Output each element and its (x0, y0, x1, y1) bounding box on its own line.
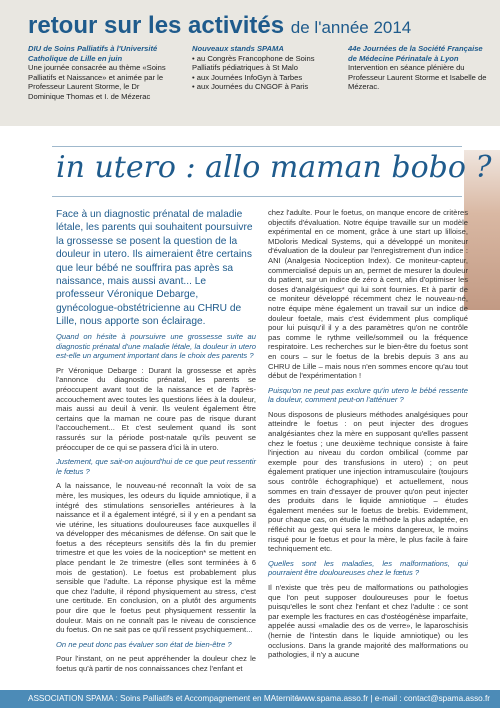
question: Justement, que sait-on aujourd'hui de ce que peut ressentir le fœtus ? (56, 457, 256, 476)
paragraph: Pr Véronique Debarge : Durant la grossesse et après l'annonce du diagnostic prénatal, les parents se préoccupent avant tout de la naissance et de l'après-accouchement avec toutes les questions liées à la douleur, mais aussi au deuil à venir. Ils veulent également être certains que la maman ne coure pas de risque durant l'accouchement... Et c'est seulement quand ils sont rassurés sur la période post-natale qu'ils peuvent se préoccuper de ce qui se passera d'ici là in utero. (56, 365, 256, 452)
paragraph: A la naissance, le nouveau-né reconnaît la voix de sa mère, les musiques, les odeurs du liquide amniotique, il a intégré des stimulations sensorielles antérieures à la naissance et il a également intégré, si il y en a pendant sa vie utérine, les situations douloureuses face auxquelles il va développer des mécanismes de défense. On sait que le foetus a des récepteurs sensitifs dès la fin du premier trimestre et que les voies de la nociception* se mettent en place pendant le 2e trimestre (elles sont terminées à 6 mois de gestation). Le foetus est probablement plus sensible que l'adulte. La réponse physique est la même que chez l'adulte, il répond physiquement au stress, c'est une certitude. En conclusion, on a plutôt des arguments pour dire que le foetus peut physiquement ressentir la douleur. Mais on ne connaît pas le niveau de conscience du foetus. On ne sait pas ce qu'il ressent psychiquement... (56, 481, 256, 635)
activity-sfmp (348, 44, 488, 92)
list-item: • aux Journées du CNGOF à Paris (192, 82, 332, 92)
paragraph: Nous disposons de plusieurs méthodes analgésiques pour atteindre le foetus : on peut injecter des drogues analgésiantes chez la mère en supposant qu'elles passent chez le foetus ; une deuxième technique consiste à faire l'injection au niveau du cordon ombilical (comme par exemple pour des transfusions in utero) ; on peut également pratiquer une injection intramusculaire (toujours sous contrôle échographique) et actuellement, nous sommes en train d'essayer de prouver qu'on peut injecter des produits dans le liquide amniotique – études également menées sur le foetus de brebis. Evidemment, pour chaque cas, on étudie la méthode la plus adaptée, en réfléchit au geste qui sera le moins dangereux, le moins risqué pour le foetus et pour la mère, le plus facile à faire techniquement etc. (268, 409, 468, 554)
article-left-column (56, 332, 256, 674)
footer-contact[interactable]: www.spama.asso.fr | e-mail : contact@spama.asso.fr (297, 694, 490, 703)
list-item: • aux Journées InfoGyn à Tarbes (192, 73, 332, 83)
footer-bar (0, 690, 500, 708)
question: Puisqu'on ne peut pas exclure qu'in utero le bébé ressente la douleur, comment peut-on l'atténuer ? (268, 385, 468, 405)
col1-text: Une journée consacrée au thème «Soins Palliatifs et Naissance» et animée par le Professeur Laurent Storme, le Dr Dominique Thomas et I. de Mézerac (28, 63, 166, 101)
footer-association: ASSOCIATION SPAMA : Soins Palliatifs et Accompagnement en MAternité (28, 694, 299, 703)
section-title (28, 12, 411, 40)
col1-title: DIU de Soins Palliatifs à l'Université Catholique de Lille en juin (28, 44, 158, 63)
article-lead: Face à un diagnostic prénatal de maladie létale, les parents qui souhaitent poursuivre la grossesse se posent la question de la douleur in utero. Ils aimeraient être certains que leur bébé ne souffrira pas après sa naissance, mais aussi avant... Le professeur Véronique Debarge, gynécologue-obstétricienne au CHRU de Lille, nous apporte son éclairage. (56, 209, 253, 328)
col2-title: Nouveaux stands SPAMA (192, 44, 284, 53)
divider (52, 196, 462, 197)
article-right-column (268, 208, 468, 660)
col3-text: Intervention en séance plénière du Professeur Laurent Storme et Isabelle de Mézerac. (348, 63, 487, 92)
activity-diu (28, 44, 173, 102)
question: Quand on hésite à poursuivre une grossesse suite au diagnostic prénatal d'une maladie létale, la douleur in utero est-elle un argument important dans le choix des parents ? (56, 332, 256, 361)
stands-list (192, 54, 332, 92)
paragraph: chez l'adulte. Pour le foetus, on manque encore de critères objectifs d'évaluation. Notre équipe travaille sur un modèle expérimental en ce moment, grâce à une start up lilloise, MDoloris Medical Systems, qui a développé un moniteur d'évaluation de la douleur par l'enregistrement d'un indice : ANI (Analgesia Nociception Index). Ce moniteur-capteur, commercialisé depuis un an, permet de mesurer la douleur du patient, sur un indice de zéro à cent, afin d'optimiser les doses d'analgésiques* qui lui sont fournies. Et à partir de ce moniteur développé récemment chez le nouveau-né, notre équipe mène également un travail sur un indice de douleur foetale, mais c'est évidemment plus compliqué pour lui puisqu'il il y a des paramètres qu'on ne contrôle pas comme le rythme veille/sommeil ou la fréquence respiratoire. Les recherches sur le bien-être du foetus sont en cours – sur le foetus de la brebis depuis 3 ans au CHRU de Lille – mais nous n'en sommes encore qu'au tout début de l'expérimentation ! (268, 208, 468, 381)
question: Quelles sont les maladies, les malformations, qui pourraient être douloureuses chez le fœtus ? (268, 558, 468, 578)
paragraph: Pour l'instant, on ne peut appréhender la douleur chez le foetus qu'à partir de nos connaissances chez l'enfant et (56, 654, 256, 673)
header-band (0, 0, 500, 126)
subtitle-text: de l'année 2014 (290, 18, 412, 37)
article-headline: in utero : allo maman bobo ? (56, 150, 492, 185)
col3-title: 44e Journées de la Société Française de Médecine Périnatale à Lyon (348, 44, 483, 63)
list-item: • au Congrès Francophone de Soins Palliatifs pédiatriques à St Malo (192, 54, 332, 73)
question: On ne peut donc pas évaluer son état de bien-être ? (56, 639, 232, 649)
paragraph: Il n'existe que très peu de malformations ou pathologies que l'on peut supposer douloureuses pour le foetus puisqu'elles le sont chez l'enfant et chez l'adulte : ce sont par exemple les fractures en cas d'ostéogénèse imparfaite, appelée aussi «maladie des os de verre», le laparoschisis (hernie de l'intestin dans le liquide amniotique) ou les occlusions. Dans la grande majorité des malformations ou pathologies, il n'y a aucune (268, 582, 468, 660)
divider (52, 146, 462, 147)
activity-stands (192, 44, 332, 92)
title-text: retour sur les activités (28, 12, 285, 39)
